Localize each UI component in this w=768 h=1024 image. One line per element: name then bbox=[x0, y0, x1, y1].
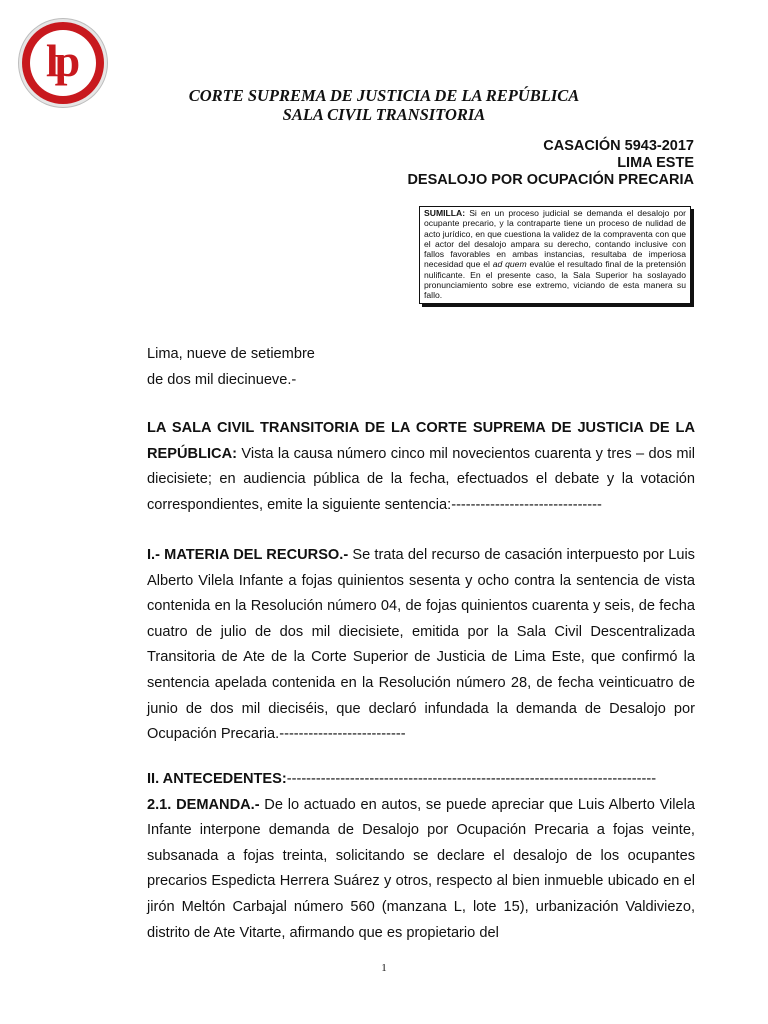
court-name: CORTE SUPREMA DE JUSTICIA DE LA REPÚBLICA bbox=[188, 86, 580, 105]
antecedentes-section bbox=[147, 767, 695, 946]
date-line-2: de dos mil diecinueve.- bbox=[147, 371, 297, 388]
logo-text: lp bbox=[45, 34, 77, 86]
case-number: CASACIÓN 5943-2017 bbox=[543, 138, 694, 154]
intro-heading: LA SALA CIVIL TRANSITORIA DE LA CORTE SUPREMA DE JUSTICIA DE LA REPÚBLICA: bbox=[147, 420, 695, 462]
case-heading bbox=[407, 138, 694, 189]
antecedentes-heading: II. ANTECEDENTES: bbox=[147, 771, 287, 787]
sumilla-italic: ad quem bbox=[492, 259, 527, 270]
materia-section bbox=[147, 543, 695, 748]
case-matter: DESALOJO POR OCUPACIÓN PRECARIA bbox=[407, 172, 694, 188]
sumilla-text-1: Si en un proceso judicial se demanda el desalojo por ocupante precario, y la contraparte tiene un proceso de nulidad de acto jurídico, en que cuestiona la validez de la compraventa con que el actor del desalojo ampara su derecho, contando inclusive con fallos favorables en ambas instancias, resultaba de imperiosa necesidad que el bbox=[424, 208, 686, 270]
antecedentes-dashes: ---------------------------------------------------------------------------- bbox=[286, 771, 657, 787]
sumilla-label: SUMILLA: bbox=[424, 208, 466, 218]
intro-paragraph bbox=[147, 416, 695, 518]
date-block bbox=[147, 342, 695, 393]
page-number: 1 bbox=[381, 962, 387, 974]
intro-text: Vista la causa número cinco mil novecientos cuarenta y tres – dos mil diecisiete; en audiencia pública de la fecha, efectuados el debate y la votación correspondientes, emite la siguiente sentencia:------------------------------- bbox=[147, 445, 695, 513]
court-title bbox=[0, 86, 768, 124]
sumilla-text-2: evalúe el resultado final de la pretensión nulificante. En el presente caso, la Sala Superior ha soslayado pronunciamiento sobre ese extremo, viciando de esta manera su fallo. bbox=[424, 259, 686, 301]
materia-heading: I.- MATERIA DEL RECURSO.- bbox=[147, 547, 349, 563]
chamber-name: SALA CIVIL TRANSITORIA bbox=[282, 105, 486, 124]
case-place: LIMA ESTE bbox=[617, 155, 694, 171]
materia-text: Se trata del recurso de casación interpuesto por Luis Alberto Vilela Infante a fojas quinientos sesenta y ocho contra la sentencia de vista contenida en la Resolución número 04, de fojas quinientos cuarenta y seis, de fecha cuatro de julio de dos mil diecisiete, emitida por la Sala Civil Descentralizada Transitoria de Ate de la Corte Superior de Justicia de Lima Este, que confirmó la sentencia apelada contenida en la Resolución número 28, de fecha veinticuatro de junio de dos mil dieciséis, que declaró infundada la demanda de Desalojo por Ocupación Precaria.-------------------------- bbox=[147, 547, 695, 743]
demanda-heading: 2.1. DEMANDA.- bbox=[147, 796, 260, 813]
date-line-1: Lima, nueve de setiembre bbox=[147, 346, 315, 362]
sumilla-box bbox=[419, 206, 691, 304]
demanda-text: De lo actuado en autos, se puede apreciar que Luis Alberto Vilela Infante interpone demanda de Desalojo por Ocupación Precaria a fojas veinte, subsanada a fojas treinta, solicitando se declare el desalojo de los ocupantes precarios Espedicta Herrera Suárez y otros, respecto al bien inmueble ubicado en el jirón Meltón Carbajal número 560 (manzana L, lote 15), urbanización Valdiviezo, distrito de Ate Vitarte, afirmando que es propietario del bbox=[147, 796, 695, 941]
